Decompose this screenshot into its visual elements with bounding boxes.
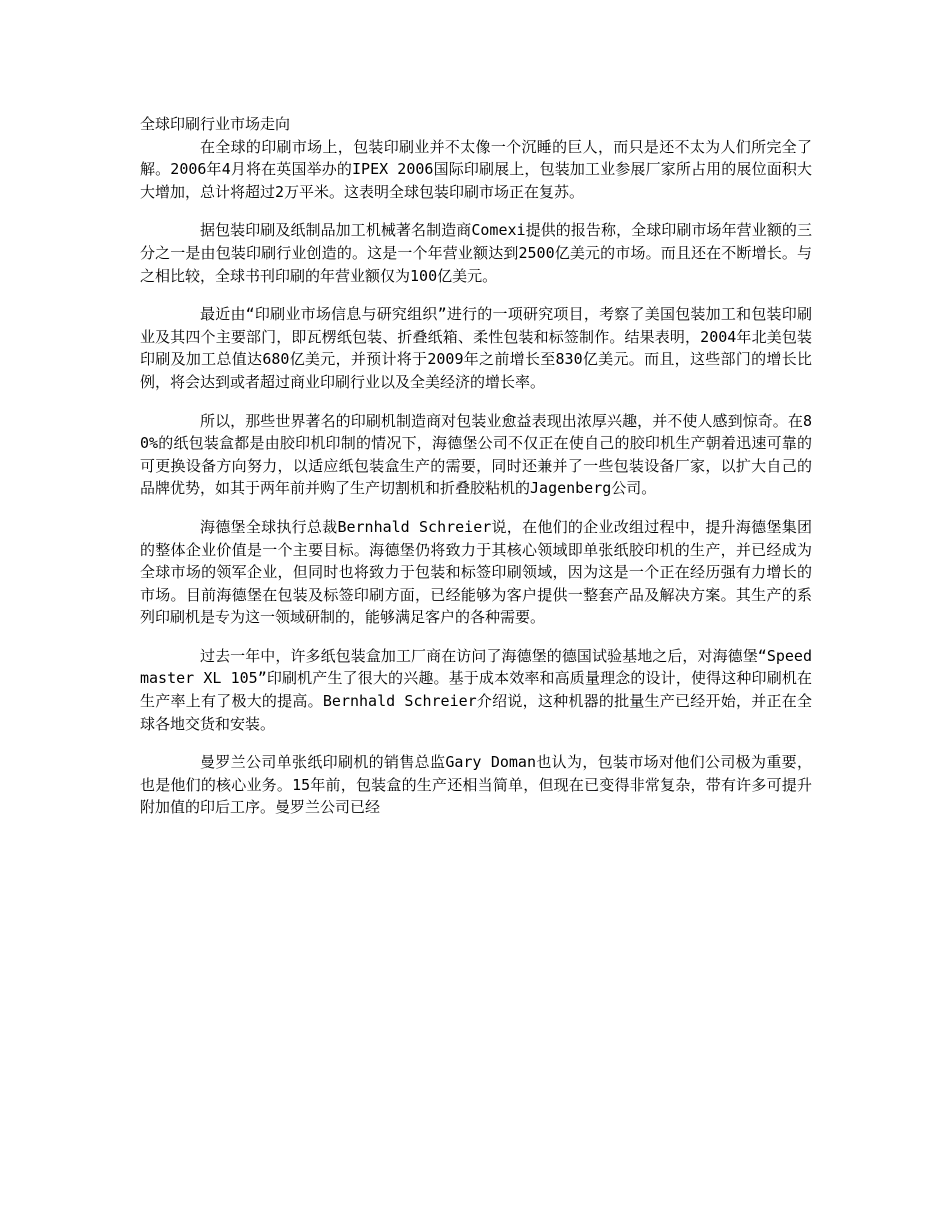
paragraph-speedmaster: 过去一年中，许多纸包装盒加工厂商在访问了海德堡的德国试验基地之后，对海德堡“Speedmaster XL 105”印刷机产生了很大的兴趣。基于成本效率和高质量理念的设计，使得这种印刷机在生产率上有了极大的提高。Bernhald Schreier介绍说，这种机器的批量生产已经开始，并正在全球各地交货和安装。 (140, 646, 812, 733)
document-body (140, 113, 812, 819)
paragraph-manroland: 曼罗兰公司单张纸印刷机的销售总监Gary Doman也认为，包装市场对他们公司极为重要，也是他们的核心业务。15年前，包装盒的生产还相当简单，但现在已变得非常复杂，带有许多可提升附加值的印后工序。曼罗兰公司已经 (140, 753, 812, 817)
paragraph-press-manufacturers: 所以，那些世界著名的印刷机制造商对包装业愈益表现出浓厚兴趣，并不使人感到惊奇。在80%的纸包装盒都是由胶印机印制的情况下，海德堡公司不仅正在使自己的胶印机生产朝着迅速可靠的可更换设备方向努力，以适应纸包装盒生产的需要，同时还兼并了一些包装设备厂家，以扩大自己的品牌优势，如其于两年前并购了生产切割机和折叠胶粘机的Jagenberg公司。 (140, 411, 812, 498)
paragraph-comexi-report: 据包装印刷及纸制品加工机械著名制造商Comexi提供的报告称，全球印刷市场年营业额的三分之一是由包装印刷行业创造的。这是一个年营业额达到2500亿美元的市场。而且还在不断增长。与之相比较，全球书刊印刷的年营业额仅为100亿美元。 (140, 221, 812, 285)
paragraph-us-packaging-research: 最近由“印刷业市场信息与研究组织”进行的一项研究项目，考察了美国包装加工和包装印刷业及其四个主要部门，即瓦楞纸包装、折叠纸箱、柔性包装和标签制作。结果表明，2004年北美包装印刷及加工总值达680亿美元，并预计将于2009年之前增长至830亿美元。而且，这些部门的增长比例，将会达到或者超过商业印刷行业以及全美经济的增长率。 (140, 305, 812, 391)
paragraph-heidelberg-ceo: 海德堡全球执行总裁Bernhald Schreier说，在他们的企业改组过程中，提升海德堡集团的整体企业价值是一个主要目标。海德堡仍将致力于其核心领域即单张纸胶印机的生产，并已经成为全球市场的领军企业，但同时也将致力于包装和标签印刷领域，因为这是一个正在经历强有力增长的市场。目前海德堡在包装及标签印刷方面，已经能够为客户提供一整套产品及解决方案。其生产的系列印刷机是专为这一领域研制的，能够满足客户的各种需要。 (140, 517, 812, 627)
paragraph-packaging-market-intro: 在全球的印刷市场上，包装印刷业并不太像一个沉睡的巨人，而只是还不太为人们所完全了解。2006年4月将在英国举办的IPEX 2006国际印刷展上，包装加工业参展厂家所占用的展位面积大大增加，总计将超过2万平米。这表明全球包装印刷市场正在复苏。 (140, 137, 812, 201)
document-title: 全球印刷行业市场走向 (140, 115, 291, 133)
